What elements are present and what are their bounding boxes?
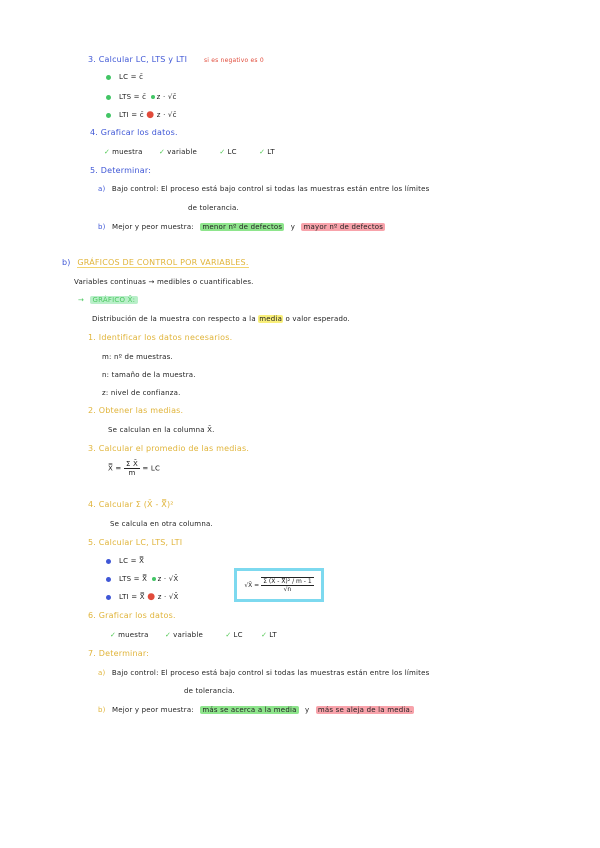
check-icon: ✓ [104, 148, 111, 156]
item-b-text-b: Mejor y peor muestra: [112, 706, 194, 714]
step5-title: 5. Determinar: [90, 166, 152, 175]
check-variable: variable [167, 148, 197, 156]
param-n: n: tamaño de la muestra. [102, 371, 196, 379]
and-connector-b: y [305, 706, 310, 714]
step4-title: 4. Graficar los datos. [90, 128, 178, 137]
check-lc: LC [227, 148, 237, 156]
bullet-icon [106, 95, 111, 100]
check-lt-b: LT [269, 631, 277, 639]
best-sample-highlight: menor nº de defectos [202, 223, 283, 231]
farthest-mean-highlight: más se aleja de la media. [317, 706, 413, 714]
lti-formula-pre: LTI = c̄ [119, 111, 144, 119]
bullet-icon [106, 75, 111, 80]
distrib-text: Distribución de la muestra con respecto a la [92, 315, 256, 323]
step2-text: Se calculan en la columna X̄. [108, 426, 215, 434]
media-highlight: media [259, 315, 283, 323]
lts-x-formula-post: z · √X̄ [157, 575, 179, 583]
section-b-prefix: b) [62, 258, 71, 267]
lc-x-formula: LC = X̿ [119, 557, 145, 565]
item-b-label-b: b) [98, 706, 106, 714]
lts-formula-post: z · √c̄ [156, 93, 177, 101]
grafico-x-label: GRÁFICO X̄: [90, 296, 139, 304]
param-m: m: nº de muestras. [102, 353, 173, 361]
variables-text: Variables continuas → medibles o cuantificables. [74, 278, 254, 286]
check-icon: ✓ [259, 148, 266, 156]
item-a-text-b: Bajo control: El proceso está bajo control si todas las muestras están entre los límites [111, 669, 430, 677]
check-icon: ✓ [261, 631, 268, 639]
check-lc-b: LC [233, 631, 243, 639]
item-a-text-b-cont: de tolerancia. [184, 687, 235, 695]
check-lt: LT [267, 148, 275, 156]
mean-of-means-fraction [124, 460, 140, 477]
check-muestra-b: muestra [118, 631, 149, 639]
closest-mean-highlight: más se acerca a la media [202, 706, 297, 714]
lc-formula: LC = c̄ [119, 73, 144, 81]
lti-x-formula-pre: LTI = X̿ [119, 593, 145, 601]
param-z: z: nivel de confianza. [102, 389, 181, 397]
item-a-text: Bajo control: El proceso está bajo control si todas las muestras están entre los límites [111, 185, 430, 193]
bullet-icon [106, 595, 111, 600]
fraction-denominator: m [128, 469, 136, 477]
plus-dot-icon [151, 95, 155, 99]
distrib-text-end: o valor esperado. [285, 315, 350, 323]
check-icon: ✓ [165, 631, 172, 639]
item-a-text-cont: de tolerancia. [188, 204, 239, 212]
step6b-title: 6. Graficar los datos. [88, 611, 176, 620]
item-a-label-b: a) [98, 669, 106, 677]
step4b-text: Se calcula en otra columna. [110, 520, 213, 528]
bullet-icon [106, 559, 111, 564]
bullet-icon [106, 577, 111, 582]
box-denominator: √n [283, 586, 292, 593]
arrow-icon: → [78, 296, 85, 304]
minus-dot-icon: ● [147, 592, 156, 602]
step7b-title: 7. Determinar: [88, 649, 150, 658]
plus-dot-icon [152, 577, 156, 581]
and-connector: y [290, 223, 296, 231]
lts-x-formula-pre: LTS = X̿ [119, 575, 148, 583]
mean-of-means-rhs: = LC [142, 464, 161, 473]
section-b-title: GRÁFICOS DE CONTROL POR VARIABLES. [77, 258, 249, 267]
box-lhs: √X̄ = [244, 581, 260, 589]
step3b-title: 3. Calcular el promedio de las medias. [88, 444, 250, 453]
item-a-label: a) [98, 185, 106, 193]
check-icon: ✓ [159, 148, 166, 156]
fraction-numerator: Σ X̄ [125, 460, 138, 468]
step3-title: 3. Calcular LC, LTS y LTI [88, 55, 188, 64]
item-b-text: Mejor y peor muestra: [112, 223, 194, 231]
check-muestra: muestra [112, 148, 143, 156]
check-icon: ✓ [225, 631, 232, 639]
box-numerator: Σ (X̄ - X̿)² / m - 1 [263, 578, 312, 585]
mean-of-means-lhs: X̿ = [108, 464, 122, 473]
check-icon: ✓ [110, 631, 117, 639]
lts-formula-pre: LTS = c̄ [119, 93, 147, 101]
minus-dot-icon: ● [146, 110, 155, 120]
item-b-label: b) [98, 223, 106, 231]
step4b-title: 4. Calcular Σ (X̄ - X̿)² [88, 500, 174, 509]
check-variable-b: variable [173, 631, 203, 639]
step1-title: 1. Identificar los datos necesarios. [88, 333, 233, 342]
bullet-icon [106, 113, 111, 118]
lti-formula-post: z · √c̄ [156, 111, 177, 119]
negative-note: si es negativo es 0 [203, 57, 264, 64]
check-icon: ✓ [219, 148, 226, 156]
step2-title: 2. Obtener las medias. [88, 406, 184, 415]
std-dev-formula-box [234, 568, 324, 602]
lti-x-formula-post: z · √X̄ [157, 593, 179, 601]
worst-sample-highlight: mayor nº de defectos [303, 223, 384, 231]
step5b-title: 5. Calcular LC, LTS, LTI [88, 538, 183, 547]
box-fraction [261, 577, 314, 593]
